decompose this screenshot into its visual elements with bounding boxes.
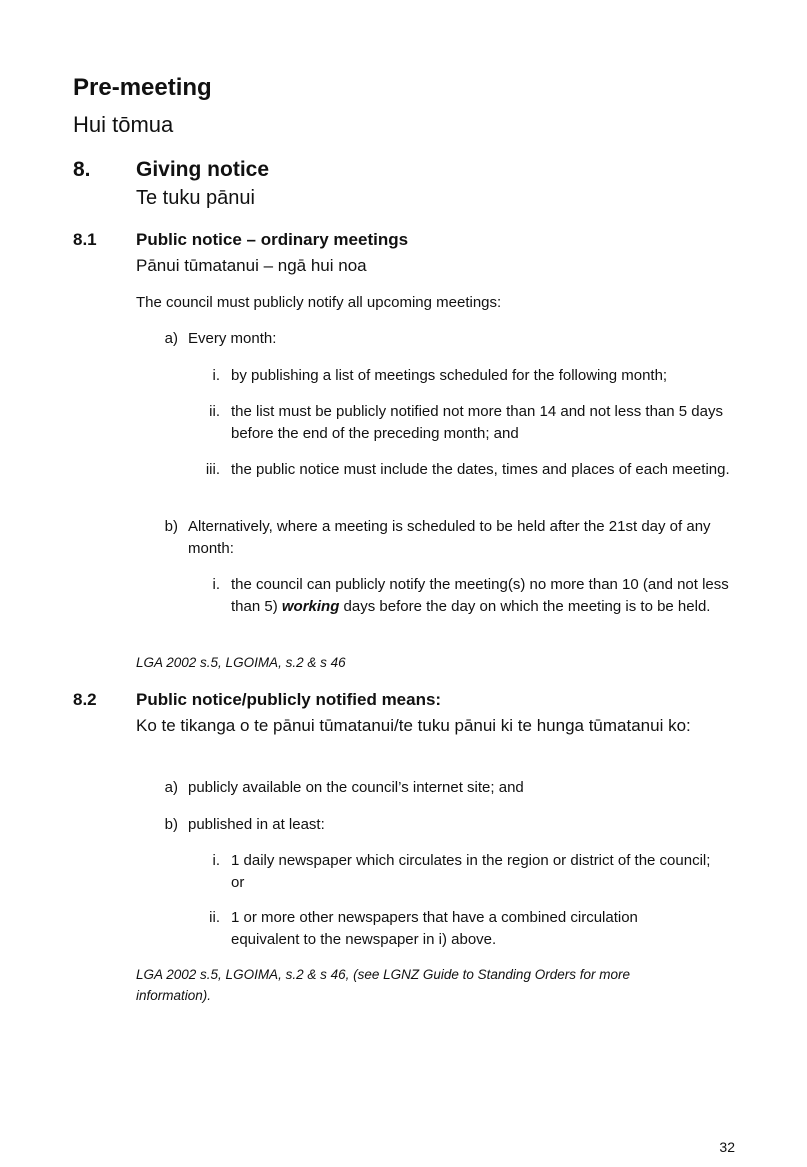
s81-b-i-emphasis: working xyxy=(281,598,340,615)
s81-a-ii-text: the list must be publicly notified not more than 14 and not less than 5 days before the end of the preceding month; and xyxy=(231,403,723,442)
heading-8-1-subtitle: Pānui tūmatanui – ngā hui noa xyxy=(136,256,367,275)
heading-8-2-subtitle: Ko te tikanga o te pānui tūmatanui/te tuku pānui ki te hunga tūmatanui ko: xyxy=(136,716,691,735)
s81-reference: LGA 2002 s.5, LGOIMA, s.2 & s 46 xyxy=(136,655,346,670)
page-number: 32 xyxy=(719,1139,735,1155)
s82-b-i-label: i. xyxy=(212,852,220,869)
s81-a-i-text: by publishing a list of meetings scheduled for the following month; xyxy=(231,367,668,384)
s81-a-label: a) xyxy=(164,330,178,347)
s81-b-label: b) xyxy=(164,518,178,535)
heading-8-2-number: 8.2 xyxy=(73,690,97,709)
s81-a-text: Every month: xyxy=(188,330,277,347)
s82-b-ii-label: ii. xyxy=(209,909,220,926)
heading-8-1-title: Public notice – ordinary meetings xyxy=(136,230,409,249)
heading-8-title: Giving notice xyxy=(136,158,270,181)
s81-b-i-label: i. xyxy=(212,576,220,593)
section-subtitle: Hui tōmua xyxy=(73,112,174,137)
s82-b-i-text: 1 daily newspaper which circulates in the region or district of the council; or xyxy=(231,852,711,891)
heading-8-number: 8. xyxy=(73,158,91,181)
s81-b-i-text: the council can publicly notify the meeting(s) no more than 10 (and not less than 5) working days before the day on which the meeting is to be held. xyxy=(231,576,729,615)
heading-8-subtitle: Te tuku pānui xyxy=(136,187,255,209)
s82-a-label: a) xyxy=(164,779,178,796)
s81-a-iii-label: iii. xyxy=(205,461,220,478)
s82-a-text: publicly available on the council’s internet site; and xyxy=(188,779,524,796)
heading-8-2-title: Public notice/publicly notified means: xyxy=(136,690,442,709)
s81-a-ii-label: ii. xyxy=(209,403,220,420)
s82-b-label: b) xyxy=(164,816,178,833)
s82-b-ii-text: 1 or more other newspapers that have a combined circulation equivalent to the newspaper in i) above. xyxy=(231,909,638,948)
s82-reference: LGA 2002 s.5, LGOIMA, s.2 & s 46, (see LGNZ Guide to Standing Orders for more information). xyxy=(136,967,630,1003)
s81-b-text: Alternatively, where a meeting is scheduled to be held after the 21st day of any month: xyxy=(188,518,711,557)
heading-8-1-number: 8.1 xyxy=(73,230,97,249)
section-title: Pre-meeting xyxy=(73,74,212,101)
s82-b-text: published in at least: xyxy=(188,816,325,833)
s81-a-i-label: i. xyxy=(212,367,220,384)
s81-intro: The council must publicly notify all upcoming meetings: xyxy=(136,294,502,311)
s81-a-iii-text: the public notice must include the dates, times and places of each meeting. xyxy=(231,461,730,478)
